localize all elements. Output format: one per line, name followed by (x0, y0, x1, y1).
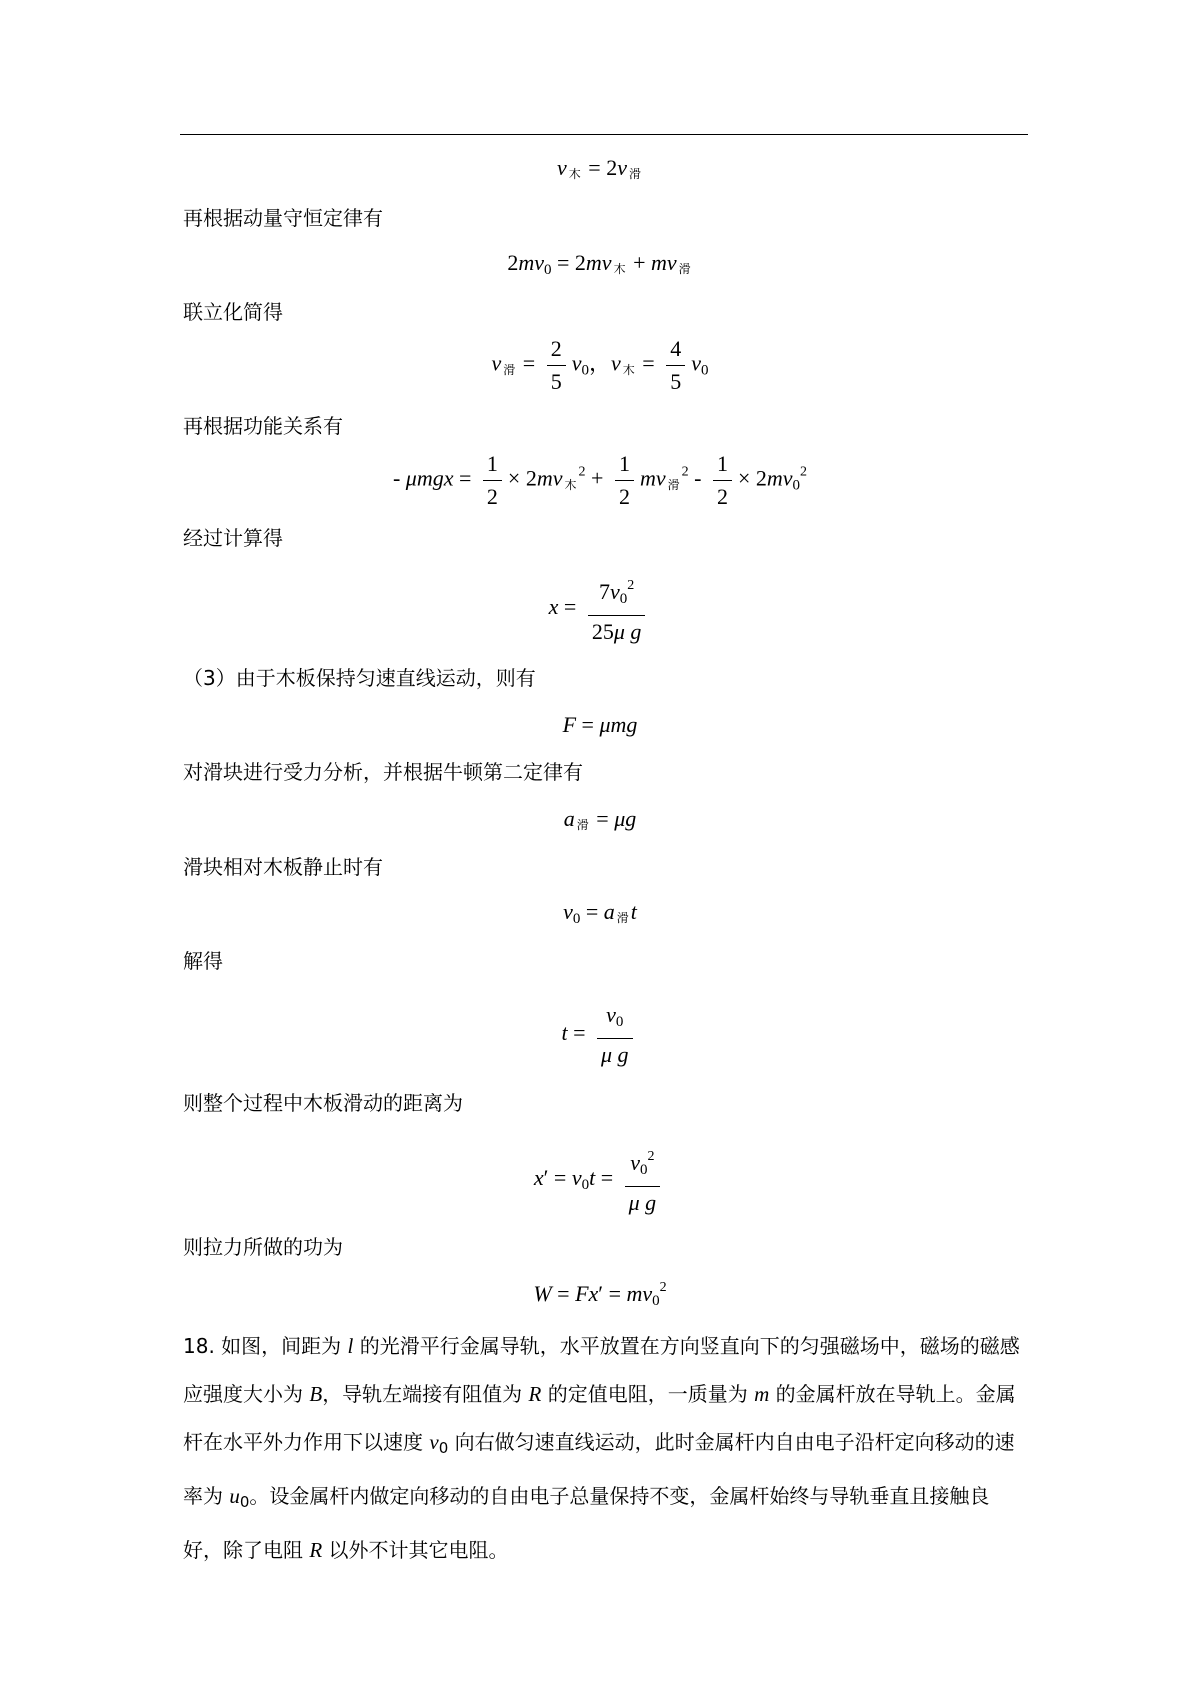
equation-acceleration: a 滑 = μg (563, 806, 637, 832)
header-rule (180, 134, 1028, 135)
text-after-calculation: 经过计算得 (183, 526, 283, 550)
text-board-distance: 则整个过程中木板滑动的距离为 (183, 1091, 463, 1115)
equation-velocities: v 滑 = $\frac{2}{5}$ $v_0$，v 木 = $\frac{4}{5}$ $v_0$ (491, 336, 709, 394)
equation-distance: $x' = v_0t$ = $\frac{v_0^2}{\text{μ g}}$ (0, 1144, 1200, 1216)
text-work-energy: 再根据功能关系有 (183, 414, 343, 438)
equation-work: $W = Fx' = mv_0^2$ (533, 1280, 667, 1309)
equation-v0-at: $v_0 = a$ 滑t (563, 899, 637, 927)
text-part3-intro: （3）由于木板保持匀速直线运动，则有 (183, 666, 536, 690)
text-solve: 解得 (183, 949, 223, 973)
text-combine-simplify: 联立化简得 (183, 300, 283, 324)
equation-force: F = μmg (562, 712, 638, 737)
equation-x-result: x = $\frac{7v_0^2}{\text{25μ g}}$ (0, 573, 1200, 645)
problem-18-paragraph: 18. 如图，间距为 l 的光滑平行金属导轨，水平放置在方向竖直向下的匀强磁场中，磁场的磁感应强度大小为 B，导轨左端接有阻值为 R 的定值电阻，一质量为 m 的金属杆放在导轨上。金属杆在水平外力作用下以速度 $v_0$ 向右做匀速直线运动，此时金属杆内自由电子沿杆定向移动的速率为 $u_0$。设金属杆内做定向移动的自由电子总量保持不变，金属杆始终与导轨垂直且接触良好，除了电阻 R 以外不计其它电阻。 (183, 1334, 1020, 1562)
equation-momentum: $2mv_0 = 2mv$ 木 + mv 滑 (507, 250, 691, 278)
equation-work-energy: - μmgx = $\frac{1}{2}$ × 2mv 木$^2$ + $\frac{1}{2}$ mv 滑$^2$ - $\frac{1}{2}$ × $2mv_0^2$ (392, 451, 808, 509)
text-momentum-conservation: 再根据动量守恒定律有 (183, 206, 383, 230)
text-work-done: 则拉力所做的功为 (183, 1235, 343, 1259)
equation-time: t = $\frac{v_0}{\text{μ g}}$ (0, 1002, 1200, 1068)
equation-velocity-ratio: v 木 = 2v 滑 (557, 155, 641, 181)
text-relative-rest: 滑块相对木板静止时有 (183, 855, 383, 879)
text-force-analysis: 对滑块进行受力分析，并根据牛顿第二定律有 (183, 760, 583, 784)
